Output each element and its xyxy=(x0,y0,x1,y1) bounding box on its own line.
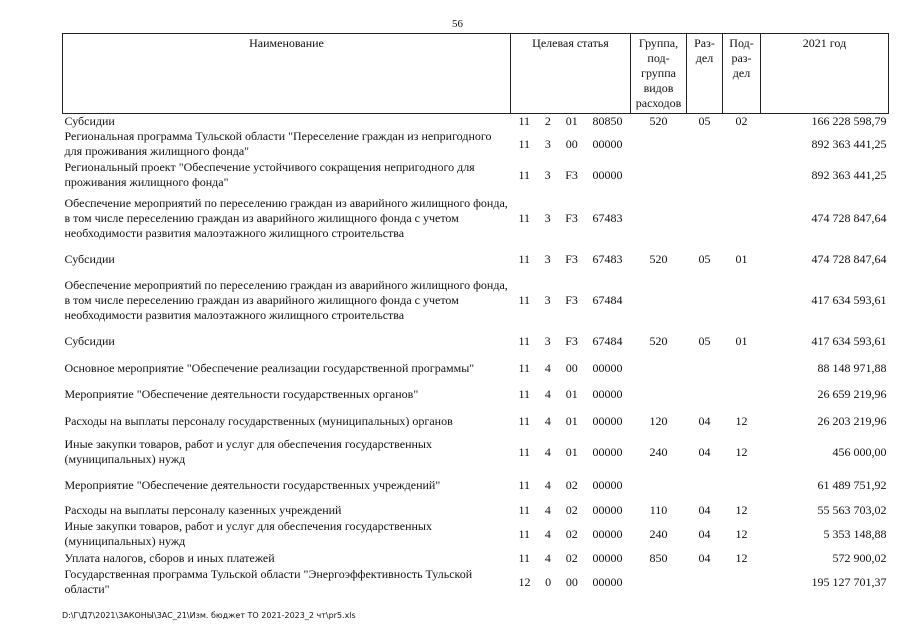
row-amount: 417 634 593,61 xyxy=(811,292,887,307)
code-part-c4: 00000 xyxy=(592,526,623,541)
code-part-c3: 00 xyxy=(565,360,578,375)
code-part-c1: 11 xyxy=(518,210,531,225)
code-part-c3: F3 xyxy=(565,210,578,225)
row-group: 240 xyxy=(649,444,668,459)
row-amount: 26 659 219,96 xyxy=(817,386,887,401)
row-group xyxy=(631,273,687,327)
row-amount: 88 148 971,88 xyxy=(817,360,887,375)
code-part-c1: 11 xyxy=(518,251,531,266)
code-part-c1: 11 xyxy=(518,502,531,517)
header-group: Группа, под- группа видов расходов xyxy=(631,34,687,114)
table-row xyxy=(63,327,889,355)
code-part-c1: 11 xyxy=(518,114,531,128)
row-section xyxy=(687,273,723,327)
row-subsection: 01 xyxy=(735,251,748,266)
table-row xyxy=(63,245,889,273)
code-part-c2: 3 xyxy=(544,167,551,182)
code-part-c1: 11 xyxy=(518,477,531,492)
row-section: 04 xyxy=(698,526,711,541)
code-part-c4: 00000 xyxy=(592,550,623,565)
row-section xyxy=(687,129,723,159)
table-row xyxy=(63,567,889,597)
header-target: Целевая статья xyxy=(511,34,631,114)
code-part-c4: 80850 xyxy=(592,114,623,128)
budget-table xyxy=(62,33,889,597)
code-part-c2: 4 xyxy=(544,502,551,517)
row-name: Государственная программа Тульской области "Энергоэффективность Тульской области" xyxy=(64,567,473,596)
code-part-c4: 00000 xyxy=(592,136,623,151)
code-part-c2: 3 xyxy=(544,136,551,151)
row-subsection xyxy=(723,129,761,159)
code-part-c4: 00000 xyxy=(592,444,623,459)
table-row xyxy=(63,435,889,469)
row-section: 04 xyxy=(698,444,711,459)
row-section xyxy=(687,567,723,597)
row-target-code xyxy=(511,549,631,567)
row-group xyxy=(631,567,687,597)
code-part-c3: 02 xyxy=(565,526,578,541)
row-amount: 166 228 598,79 xyxy=(811,114,887,128)
row-section: 04 xyxy=(698,550,711,565)
row-group: 240 xyxy=(649,526,668,541)
row-target-code xyxy=(511,245,631,273)
row-name: Расходы на выплаты персоналу казенных учреждений xyxy=(64,502,342,517)
code-part-c3: 01 xyxy=(565,444,578,459)
code-part-c2: 4 xyxy=(544,386,551,401)
row-target-code xyxy=(511,435,631,469)
row-name: Иные закупки товаров, работ и услуг для обеспечения государственных (муниципальных) нужд xyxy=(64,519,432,548)
code-part-c2: 4 xyxy=(544,477,551,492)
code-part-c4: 00000 xyxy=(592,360,623,375)
table-row xyxy=(63,129,889,159)
row-target-code xyxy=(511,381,631,407)
code-part-c4: 00000 xyxy=(592,502,623,517)
table-row xyxy=(63,519,889,549)
header-subsection: Под- раз- дел xyxy=(723,34,761,114)
row-subsection: 01 xyxy=(735,333,748,348)
row-amount: 474 728 847,64 xyxy=(811,210,887,225)
row-name: Мероприятие "Обеспечение деятельности государственных учреждений" xyxy=(64,477,441,492)
row-amount: 892 363 441,25 xyxy=(811,167,887,182)
row-name: Иные закупки товаров, работ и услуг для обеспечения государственных (муниципальных) нужд xyxy=(64,437,432,466)
code-part-c1: 11 xyxy=(518,526,531,541)
row-group xyxy=(631,381,687,407)
code-part-c3: 02 xyxy=(565,477,578,492)
row-amount: 456 000,00 xyxy=(832,444,887,459)
row-group: 110 xyxy=(649,502,668,517)
row-subsection: 02 xyxy=(735,114,748,128)
code-part-c3: 02 xyxy=(565,502,578,517)
code-part-c2: 4 xyxy=(544,550,551,565)
row-section: 05 xyxy=(698,114,711,128)
row-target-code xyxy=(511,159,631,191)
row-amount: 26 203 219,96 xyxy=(817,413,887,428)
code-part-c3: F3 xyxy=(565,292,578,307)
header-section: Раз- дел xyxy=(687,34,723,114)
row-name: Основное мероприятие "Обеспечение реализации государственной программы" xyxy=(64,360,475,375)
table-body xyxy=(63,114,889,598)
row-group xyxy=(631,469,687,501)
row-amount: 55 563 703,02 xyxy=(817,502,887,517)
code-part-c1: 11 xyxy=(518,550,531,565)
row-amount: 572 900,02 xyxy=(832,550,887,565)
row-section xyxy=(687,381,723,407)
table-row xyxy=(63,469,889,501)
row-target-code xyxy=(511,114,631,130)
row-name: Региональный проект "Обеспечение устойчивого сокращения непригодного для проживания жилищного фонда" xyxy=(64,160,475,189)
code-part-c3: 01 xyxy=(565,114,578,128)
row-group xyxy=(631,159,687,191)
code-part-c2: 3 xyxy=(544,333,551,348)
code-part-c4: 67483 xyxy=(592,210,623,225)
row-name: Расходы на выплаты персоналу государственных (муниципальных) органов xyxy=(64,413,453,428)
code-part-c4: 67484 xyxy=(592,333,623,348)
row-name: Субсидии xyxy=(64,114,115,128)
code-part-c3: 01 xyxy=(565,386,578,401)
row-group: 850 xyxy=(649,550,668,565)
row-amount: 417 634 593,61 xyxy=(811,333,887,348)
row-group: 520 xyxy=(649,114,668,128)
code-part-c2: 4 xyxy=(544,526,551,541)
row-section xyxy=(687,355,723,381)
code-part-c4: 00000 xyxy=(592,477,623,492)
row-group: 120 xyxy=(649,413,668,428)
row-name: Обеспечение мероприятий по переселению граждан из аварийного жилищного фонда, в том числе переселению граждан из аварийного жилищного фонда с учетом необходимости развития малоэтажного жилищного строительства xyxy=(64,277,508,322)
code-part-c3: F3 xyxy=(565,167,578,182)
code-part-c3: F3 xyxy=(565,333,578,348)
row-name: Уплата налогов, сборов и иных платежей xyxy=(64,550,275,565)
code-part-c2: 4 xyxy=(544,360,551,375)
row-target-code xyxy=(511,407,631,435)
row-target-code xyxy=(511,501,631,519)
row-subsection xyxy=(723,469,761,501)
row-group: 520 xyxy=(649,251,668,266)
code-part-c4: 00000 xyxy=(592,167,623,182)
code-part-c1: 12 xyxy=(518,574,531,589)
header-name: Наименование xyxy=(63,34,511,114)
row-target-code xyxy=(511,129,631,159)
row-section: 04 xyxy=(698,502,711,517)
row-name: Субсидии xyxy=(64,333,115,348)
row-section xyxy=(687,191,723,245)
code-part-c2: 3 xyxy=(544,251,551,266)
row-subsection: 12 xyxy=(735,502,748,517)
table-header-row xyxy=(63,34,889,114)
file-path-footer: D:\Г\Д7\2021\ЗАКОНЫ\ЗАС_21\Изм. бюджет ТО 2021-2023_2 чт\pr5.xls xyxy=(62,611,356,620)
table-row xyxy=(63,355,889,381)
row-name: Обеспечение мероприятий по переселению граждан из аварийного жилищного фонда, в том числе переселению граждан из аварийного жилищного фонда с учетом необходимости развития малоэтажного жилищного строительства xyxy=(64,195,508,240)
code-part-c4: 00000 xyxy=(592,386,623,401)
code-part-c2: 4 xyxy=(544,444,551,459)
table-row xyxy=(63,273,889,327)
code-part-c3: 00 xyxy=(565,574,578,589)
row-target-code xyxy=(511,469,631,501)
page-number: 56 xyxy=(452,18,463,30)
code-part-c1: 11 xyxy=(518,444,531,459)
code-part-c1: 11 xyxy=(518,360,531,375)
row-target-code xyxy=(511,191,631,245)
row-amount: 892 363 441,25 xyxy=(811,136,887,151)
row-target-code xyxy=(511,567,631,597)
row-subsection: 12 xyxy=(735,413,748,428)
row-group xyxy=(631,129,687,159)
code-part-c3: 00 xyxy=(565,136,578,151)
code-part-c2: 4 xyxy=(544,413,551,428)
row-group xyxy=(631,355,687,381)
code-part-c3: F3 xyxy=(565,251,578,266)
row-amount: 474 728 847,64 xyxy=(811,251,887,266)
header-year: 2021 год xyxy=(761,34,889,114)
table-row xyxy=(63,191,889,245)
row-subsection xyxy=(723,567,761,597)
code-part-c4: 67483 xyxy=(592,251,623,266)
code-part-c1: 11 xyxy=(518,333,531,348)
code-part-c4: 67484 xyxy=(592,292,623,307)
row-section: 04 xyxy=(698,413,711,428)
row-subsection xyxy=(723,381,761,407)
row-section: 05 xyxy=(698,251,711,266)
code-part-c1: 11 xyxy=(518,167,531,182)
code-part-c1: 11 xyxy=(518,413,531,428)
code-part-c3: 01 xyxy=(565,413,578,428)
code-part-c2: 3 xyxy=(544,210,551,225)
row-section: 05 xyxy=(698,333,711,348)
code-part-c1: 11 xyxy=(518,136,531,151)
code-part-c3: 02 xyxy=(565,550,578,565)
row-name: Мероприятие "Обеспечение деятельности государственных органов" xyxy=(64,386,419,401)
row-group xyxy=(631,191,687,245)
code-part-c2: 2 xyxy=(544,114,551,128)
table-row xyxy=(63,407,889,435)
row-amount: 61 489 751,92 xyxy=(817,477,887,492)
row-subsection: 12 xyxy=(735,526,748,541)
table-row xyxy=(63,114,889,130)
row-group: 520 xyxy=(649,333,668,348)
table-row xyxy=(63,159,889,191)
code-part-c2: 0 xyxy=(545,574,552,589)
row-target-code xyxy=(511,273,631,327)
code-part-c4: 00000 xyxy=(592,413,623,428)
row-name: Региональная программа Тульской области "Переселение граждан из непригодного для проживания жилищного фонда" xyxy=(64,129,492,158)
code-part-c2: 3 xyxy=(544,292,551,307)
row-section xyxy=(687,469,723,501)
code-part-c1: 11 xyxy=(518,386,531,401)
code-part-c4: 00000 xyxy=(592,574,623,589)
row-target-code xyxy=(511,327,631,355)
row-subsection: 12 xyxy=(735,444,748,459)
row-subsection xyxy=(723,273,761,327)
table-row xyxy=(63,501,889,519)
row-subsection xyxy=(723,191,761,245)
row-target-code xyxy=(511,355,631,381)
row-name: Субсидии xyxy=(64,251,115,266)
table-row xyxy=(63,549,889,567)
row-subsection xyxy=(723,159,761,191)
row-amount: 195 127 701,37 xyxy=(811,574,887,589)
row-amount: 5 353 148,88 xyxy=(823,526,887,541)
table-row xyxy=(63,381,889,407)
row-section xyxy=(687,159,723,191)
code-part-c1: 11 xyxy=(518,292,531,307)
row-target-code xyxy=(511,519,631,549)
row-subsection: 12 xyxy=(735,550,748,565)
row-subsection xyxy=(723,355,761,381)
